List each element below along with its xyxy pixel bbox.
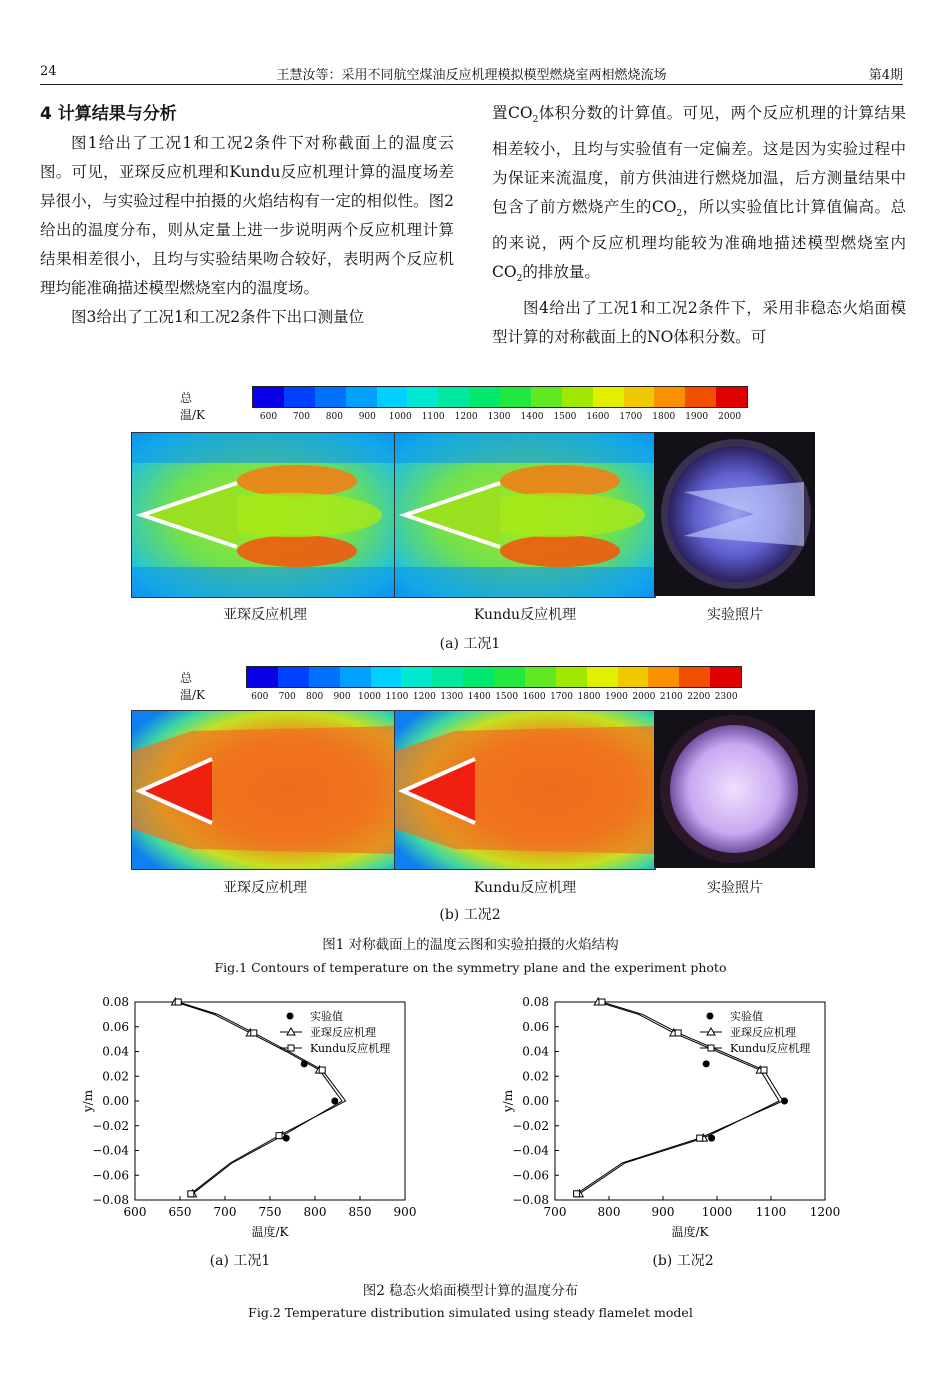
colorbar-tick: 1100: [385, 692, 409, 702]
colorbar-swatch: [407, 387, 438, 407]
y-tick-label: −0.06: [512, 1168, 549, 1183]
paragraph: 图4给出了工况1和工况2条件下，采用非稳态火焰面模型计算的对称截面上的NO体积分数。可: [492, 299, 906, 347]
colorbar-swatch: [618, 667, 649, 687]
temperature-chart-case1: [80, 990, 430, 1260]
x-axis-label: 温度/K: [671, 1225, 709, 1239]
x-tick-label: 700: [543, 1205, 567, 1219]
colorbar-swatch: [716, 387, 747, 407]
x-tick-label: 600: [123, 1205, 147, 1219]
colorbar-tick: 1200: [412, 692, 436, 702]
y-tick-label: 0.04: [102, 1044, 129, 1059]
colorbar-label: 总温/K: [180, 391, 206, 422]
x-tick-label: 1000: [701, 1205, 733, 1219]
subfigure-label: (a) 工况1: [209, 1253, 271, 1269]
colorbar-swatch: [284, 387, 315, 407]
paragraph: 图1给出了工况1和工况2条件下对称截面上的温度云图。可见，亚琛反应机理和Kundu反应机理计算的温度场差异很小，与实验过程中拍摄的火焰结构有一定的相似性。图2给出的温度分布，则从定量上进一步说明两个反应机理计算结果相差很小，且均与实验结果吻合较好，表明两个反应机理均能准确描述模型燃烧室内的温度场。: [40, 134, 454, 297]
experiment-point: [301, 1060, 308, 1067]
colorbar-tick: 600: [251, 692, 269, 702]
square-marker: [175, 999, 181, 1005]
x-tick-label: 700: [213, 1205, 237, 1219]
colorbar-swatch: [593, 387, 624, 407]
legend-label: 亚琛反应机理: [310, 1026, 376, 1039]
colorbar-swatch: [401, 667, 432, 687]
running-header: [40, 62, 903, 85]
section-title: 4 计算结果与分析: [40, 104, 177, 124]
y-tick-label: −0.08: [92, 1193, 129, 1207]
subfigure-label: (a) 工况1: [439, 636, 501, 652]
x-tick-label: 800: [597, 1205, 621, 1219]
y-tick-label: 0.00: [102, 1094, 129, 1108]
colorbar-swatch: [525, 667, 556, 687]
colorbar-tick: 800: [306, 692, 324, 702]
issue-number: 第4期: [868, 68, 903, 83]
colorbar-swatch: [463, 667, 494, 687]
colorbar-swatch: [247, 667, 278, 687]
colorbar-tick: 1900: [604, 692, 628, 702]
colorbar-tick: 1400: [520, 412, 544, 422]
colorbar-swatch: [432, 667, 463, 687]
colorbar-swatch: [648, 667, 679, 687]
paragraph: 图3给出了工况1和工况2条件下出口测量位: [71, 308, 365, 326]
legend-experiment-marker: [287, 1013, 294, 1020]
running-title: 王慧汝等：采用不同航空煤油反应机理模拟模型燃烧室两相燃烧流场: [276, 68, 667, 83]
square-marker: [319, 1067, 325, 1073]
square-marker: [697, 1135, 703, 1141]
colorbar-swatch: [587, 667, 618, 687]
square-marker: [276, 1133, 282, 1139]
figure-caption-en: Fig.2 Temperature distribution simulated using steady flamelet model: [248, 1305, 693, 1320]
experiment-photo-case1: [654, 432, 815, 596]
y-tick-label: 0.08: [522, 995, 549, 1009]
legend-experiment-marker: [707, 1013, 714, 1020]
figure-caption-en: Fig.1 Contours of temperature on the symmetry plane and the experiment photo: [214, 960, 727, 975]
subfigure-label: (b) 工况2: [439, 907, 501, 923]
colorbar-tick: 1600: [522, 692, 546, 702]
experiment-point: [283, 1135, 290, 1142]
panel-label: 实验照片: [707, 880, 763, 896]
panel-label: 亚琛反应机理: [223, 607, 307, 623]
legend-label: Kundu反应机理: [730, 1042, 811, 1055]
x-tick-label: 800: [303, 1205, 327, 1219]
temperature-chart-case2: [500, 990, 850, 1260]
colorbar-tick: 2200: [687, 692, 711, 702]
colorbar-swatch: [438, 387, 469, 407]
colorbar-swatch: [346, 387, 377, 407]
legend-label: 亚琛反应机理: [730, 1026, 796, 1039]
colorbar-swatch: [500, 387, 531, 407]
colorbar-swatch: [371, 667, 402, 687]
colorbar-swatch: [654, 387, 685, 407]
experiment-photo-case2: [654, 710, 815, 868]
panel-label: 亚琛反应机理: [223, 880, 307, 896]
colorbar-tick: 900: [358, 412, 376, 422]
colorbar-tick: 900: [333, 692, 351, 702]
colorbar-swatch: [624, 387, 655, 407]
x-tick-label: 850: [348, 1205, 372, 1219]
figure-caption-cn: 图2 稳态火焰面模型计算的温度分布: [362, 1283, 579, 1299]
subfigure-label: (b) 工况2: [652, 1253, 714, 1269]
y-tick-label: −0.02: [512, 1118, 549, 1133]
y-tick-label: −0.06: [92, 1168, 129, 1183]
colorbar-swatch: [278, 667, 309, 687]
colorbar-tick: 2000: [632, 692, 656, 702]
x-axis-label: 温度/K: [251, 1225, 289, 1239]
colorbar-ticks: [246, 692, 740, 702]
y-tick-label: −0.08: [512, 1193, 549, 1207]
square-marker: [574, 1191, 580, 1197]
colorbar-tick: 1700: [619, 412, 643, 422]
y-tick-label: −0.04: [512, 1143, 549, 1158]
colorbar-swatch: [469, 387, 500, 407]
colorbar-tick: 1000: [358, 692, 381, 702]
panel-label: 实验照片: [707, 607, 763, 623]
colorbar-swatch: [377, 387, 408, 407]
colorbar-tick: 1400: [467, 692, 491, 702]
y-tick-label: 0.06: [522, 1019, 549, 1034]
y-tick-label: 0.00: [522, 1094, 549, 1108]
colorbar-tick: 2000: [718, 412, 742, 422]
contour-aachen-case1: [131, 432, 396, 598]
legend-label: 实验值: [730, 1010, 763, 1023]
figure-caption-cn: 图1 对称截面上的温度云图和实验拍摄的火焰结构: [322, 937, 619, 953]
colorbar-tick: 1200: [454, 412, 478, 422]
square-marker: [188, 1191, 194, 1197]
experiment-point: [331, 1098, 338, 1105]
colorbar-tick: 1900: [685, 412, 709, 422]
x-tick-label: 900: [651, 1205, 675, 1219]
contour-kundu-case1: [394, 432, 656, 598]
colorbar-tick: 700: [278, 692, 296, 702]
experiment-point: [703, 1060, 710, 1067]
colorbar-swatch: [340, 667, 371, 687]
panel-label: Kundu反应机理: [473, 880, 577, 896]
y-tick-label: −0.04: [92, 1143, 129, 1158]
colorbar-swatch: [531, 387, 562, 407]
colorbar-tick: 1100: [421, 412, 445, 422]
square-marker: [251, 1030, 257, 1036]
colorbar-tick: 1700: [550, 692, 573, 702]
square-marker: [761, 1067, 767, 1073]
y-tick-label: 0.04: [522, 1044, 549, 1059]
colorbar-tick: 1300: [487, 412, 511, 422]
square-marker: [599, 999, 605, 1005]
colorbar-swatch: [494, 667, 525, 687]
colorbar-ticks: [252, 412, 746, 422]
contour-kundu-case2: [394, 710, 656, 870]
colorbar-tick: 700: [292, 412, 310, 422]
y-axis-label: y/m: [81, 1089, 95, 1113]
colorbar-tick: 1300: [440, 692, 464, 702]
contour-aachen-case2: [131, 710, 396, 870]
colorbar-tick: 1800: [652, 412, 676, 422]
experiment-point: [708, 1135, 715, 1142]
legend-square-marker: [708, 1045, 714, 1051]
colorbar-gradient: [252, 386, 748, 408]
y-tick-label: 0.06: [102, 1019, 129, 1034]
left-column: [40, 100, 454, 332]
colorbar-swatch: [556, 667, 587, 687]
y-tick-label: 0.08: [102, 995, 129, 1009]
colorbar-gradient: [246, 666, 742, 688]
x-tick-label: 750: [258, 1205, 282, 1219]
right-column: [492, 99, 906, 352]
colorbar-label: 总温/K: [180, 671, 206, 702]
x-tick-label: 900: [393, 1205, 417, 1219]
x-tick-label: 1200: [809, 1205, 841, 1219]
panel-label: Kundu反应机理: [473, 607, 577, 623]
colorbar-tick: 1500: [495, 692, 519, 702]
colorbar-swatch: [315, 387, 346, 407]
colorbar-tick: 1600: [586, 412, 610, 422]
colorbar-swatch: [685, 387, 716, 407]
colorbar-tick: 2300: [714, 692, 738, 702]
colorbar-swatch: [679, 667, 710, 687]
y-tick-label: 0.02: [522, 1069, 549, 1084]
colorbar-tick: 1000: [388, 412, 412, 422]
x-tick-label: 650: [168, 1205, 192, 1219]
colorbar-tick: 800: [325, 412, 343, 422]
y-axis-label: y/m: [501, 1089, 515, 1113]
x-tick-label: 1100: [755, 1205, 787, 1219]
colorbar-swatch: [710, 667, 741, 687]
page-number: 24: [40, 64, 57, 79]
colorbar-tick: 1500: [553, 412, 577, 422]
colorbar-tick: 600: [259, 412, 278, 422]
legend-square-marker: [288, 1045, 294, 1051]
y-tick-label: 0.02: [102, 1069, 129, 1084]
square-marker: [675, 1030, 681, 1036]
colorbar-swatch: [309, 667, 340, 687]
colorbar-swatch: [253, 387, 284, 407]
legend-label: 实验值: [310, 1010, 343, 1023]
y-tick-label: −0.02: [92, 1118, 129, 1133]
colorbar-swatch: [562, 387, 593, 407]
legend-label: Kundu反应机理: [310, 1042, 391, 1055]
colorbar-tick: 2100: [659, 692, 683, 702]
experiment-point: [781, 1098, 788, 1105]
colorbar-tick: 1800: [577, 692, 601, 702]
paragraph: 置$CO_2$体积分数的计算值。可见，两个反应机理的计算结果相差较小，且均与实验值有一定偏差。这是因为实验过程中为保证来流温度，前方供油进行燃烧加温，后方测量结果中包含了前方燃烧产生的$CO_2$，所以实验值比计算值偏高。总的来说，两个反应机理均能较为准确地描述模型燃烧室内$CO_2$的排放量。: [492, 104, 906, 285]
